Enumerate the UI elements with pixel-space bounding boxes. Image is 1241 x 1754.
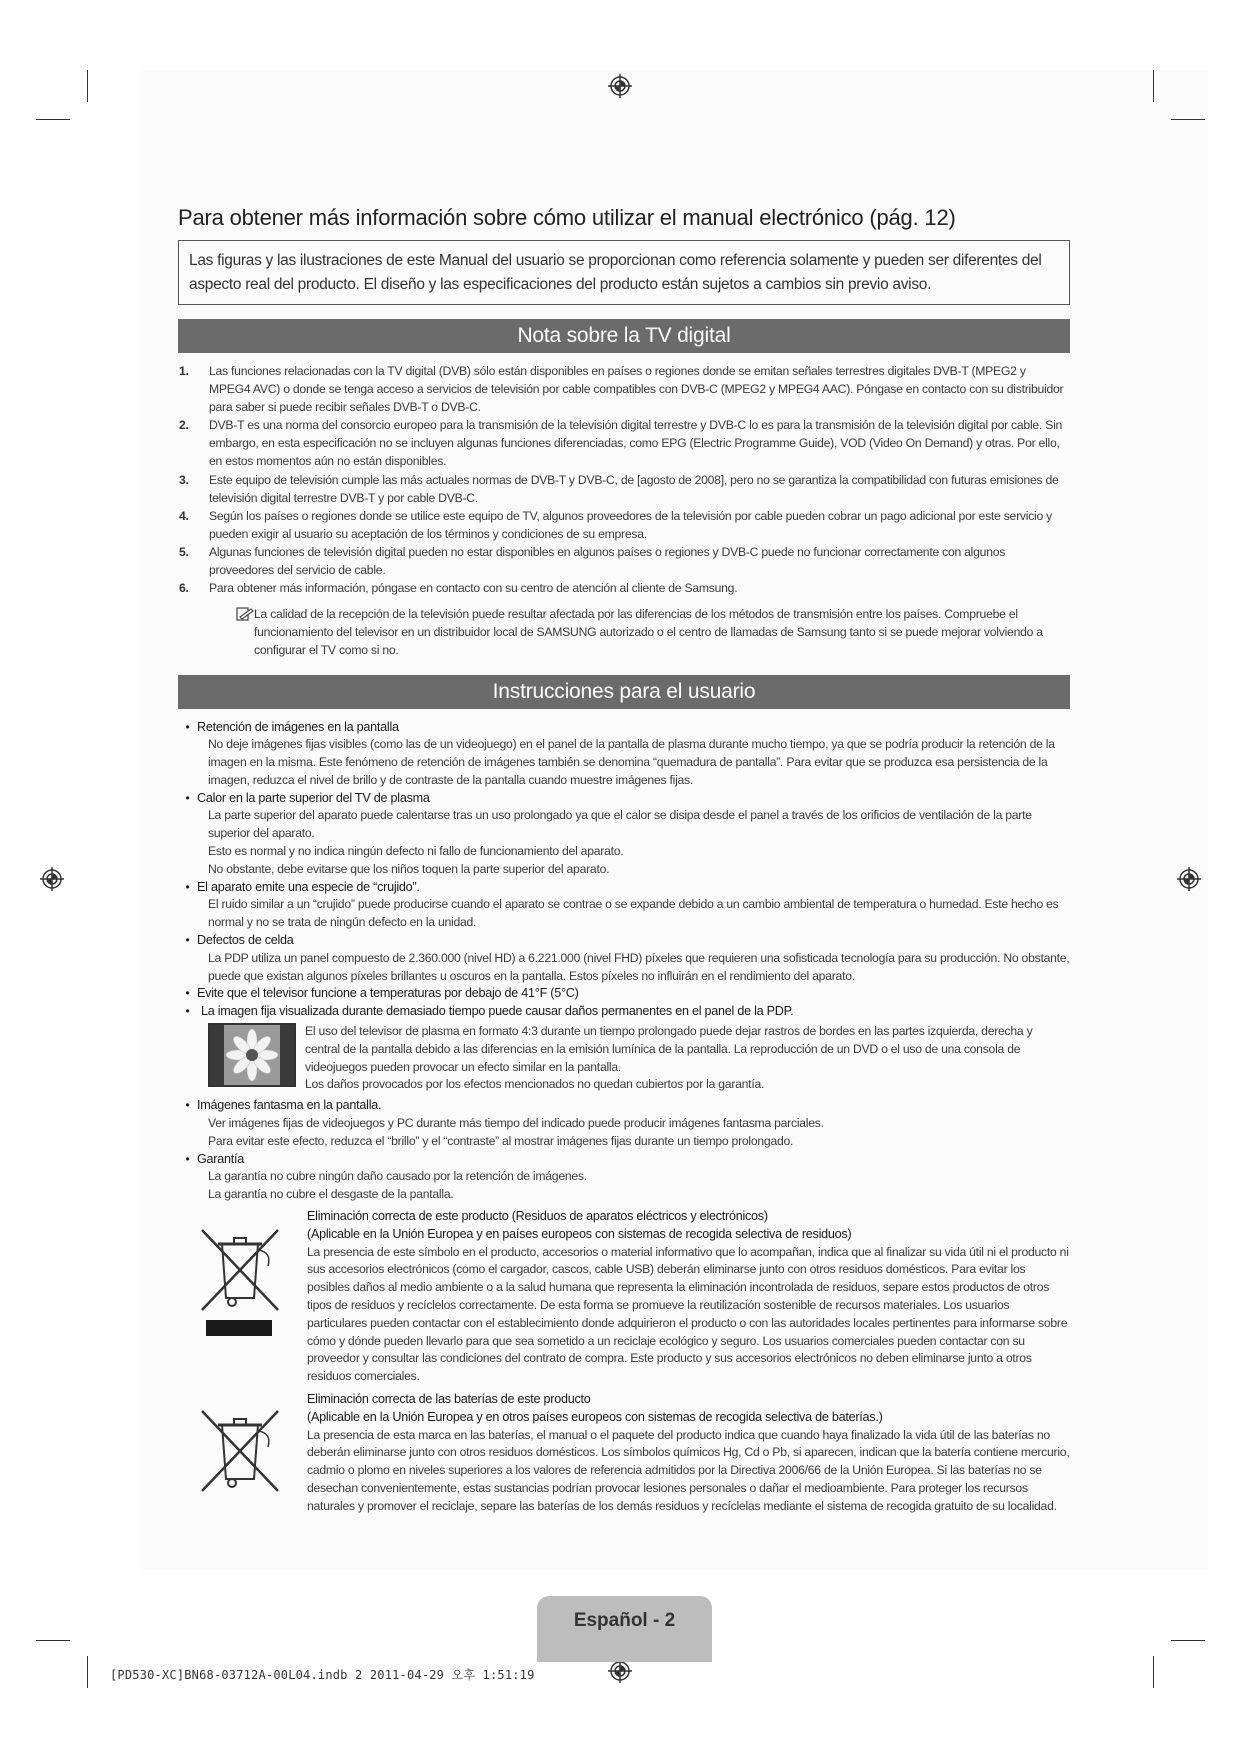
- bullet-text: La garantía no cubre ningún daño causado por la retención de imágenes.: [208, 1169, 587, 1184]
- crossed-bin-icon: [200, 1407, 280, 1497]
- registration-mark-icon: [1176, 866, 1202, 892]
- bullet-title: El aparato emite una especie de “crujido”.: [197, 879, 420, 894]
- item-text: Según los países o regiones donde se utilice este equipo de TV, algunos proveedores de la televisión por cable pueden cobrar un pago adicional por este servicio y pueden exigir al usuario su aceptación de los términos y condiciones de su empresa.: [209, 508, 1053, 541]
- disposal-subtitle: (Aplicable en la Unión Europea y en países europeos con sistemas de recogida selectiva de residuos): [307, 1226, 852, 1241]
- intro-notice: Las figuras y las ilustraciones de este Manual del usuario se proporcionan como referencia solamente y pueden ser diferentes del aspecto real del producto. El diseño y las especificaciones del producto están sujetos a cambios sin previo aviso.: [178, 240, 1070, 305]
- section-heading-digital-tv: Nota sobre la TV digital: [178, 319, 1070, 353]
- item-text: Para obtener más información, póngase en contacto con su centro de atención al cliente de Samsung.: [209, 581, 738, 596]
- registration-mark-icon: [607, 73, 633, 99]
- bullet-text: El ruido similar a un “crujido” puede producirse cuando el aparato se contrae o se expande debido a un cambio ambiental de temperatura o humedad. Este hecho es normal y no se trata de ningún defecto en la unidad.: [208, 897, 1059, 930]
- bullet-title: Retención de imágenes en la pantalla: [197, 719, 399, 734]
- item-text: Algunas funciones de televisión digital pueden no estar disponibles en algunos países o regiones y DVB-C puede no funcionar correctamente con algunos proveedores del servicio de cable.: [209, 544, 1006, 578]
- bullet-text: Para evitar este efecto, reduzca el “brillo” y el “contraste” al mostrar imágenes fijas durante un tiempo prolongado.: [208, 1133, 794, 1148]
- bullet-title: Garantía: [197, 1151, 245, 1166]
- item-text: Este equipo de televisión cumple las más actuales normas de DVB-T y DVB-C, de [agosto de 2008], pero no se garantiza la compatibilidad con futuras emisiones de televisión digital terrestre DVB-T y por cable DVB-C.: [209, 472, 1059, 505]
- page-content: [178, 205, 1070, 1516]
- bullet-icon: •: [185, 986, 190, 1001]
- item-text: DVB-T es una norma del consorcio europeo para la transmisión de la televisión digital terrestre y DVB-C lo es para la transmisión de la televisión digital por cable. Sin embargo, en esta especificación no se incluyen algunas funciones diferenciadas, como EPG (Electric Programme Guide), VOD (Video On Demand) y otras. Por ello, en estos momentos aún no están disponibles.: [209, 418, 1063, 469]
- bullet-icon: •: [185, 1098, 190, 1113]
- list-item: [178, 1151, 1070, 1204]
- bullet-title: Evite que el televisor funcione a temperaturas por debajo de 41°F (5°C): [197, 986, 579, 1001]
- bullet-icon: •: [185, 1004, 190, 1019]
- bullet-text: Esto es normal y no indica ningún defecto ni fallo de funcionamiento del aparato.: [208, 844, 624, 859]
- bullet-icon: •: [185, 719, 190, 734]
- crop-mark: [1153, 1656, 1154, 1688]
- list-item: [178, 932, 1070, 985]
- disposal-battery-section: [178, 1391, 1070, 1516]
- list-item: [178, 1003, 1070, 1094]
- page-title: Para obtener más información sobre cómo utilizar el manual electrónico (pág. 12): [178, 205, 956, 230]
- item-number: 2.: [179, 418, 189, 433]
- note: [236, 605, 1070, 659]
- disposal-text: La presencia de esta marca en las baterías, el manual o el paquete del producto indica que cuando haya finalizado la vida útil de las baterías no deberán eliminarse junto con otros residuos domésticos. Los símbolos químicos Hg, Cd o Pb, si aparecen, indican que la batería contiene mercurio, cadmio o plomo en niveles superiores a los valores de referencia admitidos por la Directiva 2006/66 de la Unión Europea. Si las baterías no se desechan convenientemente, estas sustancias podrían provocar lesiones personales o dañar el medioambiente. Para proteger los recursos naturales y promover el reciclaje, separe las baterías de los demás residuos y recíclelas mediante el sistema de recogida gratuito de su localidad.: [307, 1427, 1070, 1513]
- page-number-tab: [537, 1596, 712, 1662]
- disposal-product-section: [178, 1208, 1070, 1386]
- item-text: Las funciones relacionadas con la TV digital (DVB) sólo están disponibles en países o regiones donde se emitan señales terrestres digitales DVB-T (MPEG2 y MPEG4 AVC) o donde se tenga acceso a servicios de televisión por cable compatibles con DVB-C (MPEG2 y MPEG4 AAC). Póngase en contacto con su distribuidor para saber si puede recibir señales DVB-T o DVB-C.: [209, 364, 1064, 415]
- user-instructions-list: [178, 719, 1070, 1516]
- bullet-text: La parte superior del aparato puede calentarse tras un uso prolongado ya que el calor se disipa desde el panel a través de los orificios de ventilación de la parte superior del aparato.: [208, 808, 1032, 841]
- disposal-text: La presencia de este símbolo en el producto, accesorios o material informativo que lo acompañan, indica que al finalizar su vida útil ni el producto ni sus accesorios electrónicos (como el cargador, cascos, cable USB) deberán eliminarse junto con otros residuos domésticos. Para evitar los posibles daños al medio ambiente o a la salud humana que representa la eliminación incontrolada de residuos, separe estos productos de otros tipos de residuos y recíclelos correctamente. De esta forma se promueve la reutilización sostenible de recursos materiales. Los usuarios particulares pueden contactar con el establecimiento donde adquirieron el producto o con las autoridades locales pertinentes para informarse sobre cómo y dónde pueden llevarlo para que sea sometido a un reciclaje ecológico y seguro. Los usuarios comerciales pueden contactar con su proveedor y consultar las condiciones del contrato de compra. Este producto y sus accesorios electrónicos no deben eliminarse junto a otros residuos comerciales.: [307, 1244, 1069, 1384]
- list-item: [178, 471, 1070, 507]
- disposal-title: Eliminación correcta de las baterías de este producto: [307, 1391, 591, 1406]
- bullet-text: Ver imágenes fijas de videojuegos y PC durante más tiempo del indicado puede producir imágenes fantasma parciales.: [208, 1116, 824, 1131]
- bullet-icon: •: [185, 1151, 190, 1166]
- note-text: La calidad de la recepción de la televisión puede resultar afectada por las diferencias de los métodos de transmisión entre los países. Compruebe el funcionamiento del televisor en un distribuidor local de SAMSUNG autorizado o el centro de llamadas de Samsung tanto si se puede mejorar volviendo a configurar el TV como si no.: [254, 607, 1043, 658]
- crop-mark: [1153, 70, 1154, 102]
- list-item: [178, 543, 1070, 579]
- bullet-title: Defectos de celda: [197, 933, 294, 948]
- item-number: 1.: [179, 364, 189, 378]
- registration-mark-icon: [39, 866, 65, 892]
- list-item: [178, 1097, 1070, 1150]
- item-number: 3.: [179, 472, 189, 487]
- digital-tv-list: [178, 362, 1070, 597]
- crop-mark: [87, 70, 88, 102]
- crop-mark: [36, 119, 70, 120]
- list-item: [178, 879, 1070, 932]
- bullet-text: No deje imágenes fijas visibles (como las de un videojuego) en el panel de la pantalla de plasma durante mucho tiempo, ya que se podría producir la retención de la imagen en la misma. Este fenómeno de retención de imágenes también se denomina “quemadura de pantalla”. Para evitar que se produzca esa persistencia de la imagen, reduzca el nivel de brillo y de contraste de la pantalla cuando muestre imágenes fijas.: [208, 737, 1055, 787]
- bullet-icon: •: [185, 933, 190, 948]
- flower-icon: [210, 1025, 294, 1085]
- item-number: 6.: [179, 581, 189, 596]
- note-pencil-icon: [236, 607, 254, 621]
- list-item: [178, 579, 1070, 597]
- bullet-text: Los daños provocados por los efectos mencionados no quedan cubiertos por la garantía.: [305, 1077, 765, 1092]
- crop-mark: [36, 1640, 70, 1641]
- bullet-title: La imagen fija visualizada durante demasiado tiempo puede causar daños permanentes en el panel de la PDP.: [201, 1004, 794, 1019]
- tv-flower-image: [208, 1023, 296, 1087]
- list-item: [178, 985, 1070, 1003]
- list-item: [178, 507, 1070, 543]
- crossed-bin-icon: [200, 1226, 280, 1336]
- item-number: 5.: [179, 544, 189, 559]
- print-file-info: [PD530-XC]BN68-03712A-00L04.indb 2 2011-04-29 오후 1:51:19: [110, 1668, 535, 1682]
- bullet-title: Imágenes fantasma en la pantalla.: [197, 1098, 382, 1113]
- bullet-text: No obstante, debe evitarse que los niños toquen la parte superior del aparato.: [208, 861, 610, 876]
- bullet-text: La garantía no cubre el desgaste de la pantalla.: [208, 1187, 454, 1202]
- crop-mark: [87, 1656, 88, 1688]
- crop-mark: [1171, 1640, 1205, 1641]
- list-item: [178, 362, 1070, 416]
- item-number: 4.: [179, 508, 189, 523]
- list-item: [178, 719, 1070, 790]
- list-item: [178, 790, 1070, 879]
- bullet-icon: •: [185, 790, 190, 805]
- bullet-icon: •: [185, 879, 190, 894]
- crop-mark: [1171, 119, 1205, 120]
- bullet-title: Calor en la parte superior del TV de plasma: [197, 790, 430, 805]
- disposal-title: Eliminación correcta de este producto (Residuos de aparatos eléctricos y electrónicos): [307, 1209, 768, 1224]
- bullet-text: La PDP utiliza un panel compuesto de 2.360.000 (nivel HD) a 6.221.000 (nivel FHD) píxeles que requieren una sofisticada tecnología para su producción. No obstante, puede que existan algunos píxeles brillantes u oscuros en la pantalla. Estos píxeles no influirán en el rendimiento del aparato.: [208, 950, 1070, 983]
- page-label: Español - 2: [573, 1610, 676, 1631]
- weee-symbol: [178, 1208, 307, 1386]
- bullet-text: El uso del televisor de plasma en formato 4:3 durante un tiempo prolongado puede dejar rastros de bordes en las partes izquierda, derecha y central de la pantalla debido a las diferencias en la emisión lumínica de la pantalla. La reproducción de un DVD o el uso de una consola de videojuegos pueden provocar un efecto similar en la pantalla.: [305, 1024, 1033, 1074]
- section-heading-user-instructions: Instrucciones para el usuario: [178, 675, 1070, 709]
- list-item: [178, 416, 1070, 470]
- battery-weee-symbol: [178, 1391, 307, 1516]
- disposal-subtitle: (Aplicable en la Unión Europea y en otros países europeos con sistemas de recogida selectiva de baterías.): [307, 1409, 883, 1424]
- pdp-warning: [208, 1023, 1070, 1094]
